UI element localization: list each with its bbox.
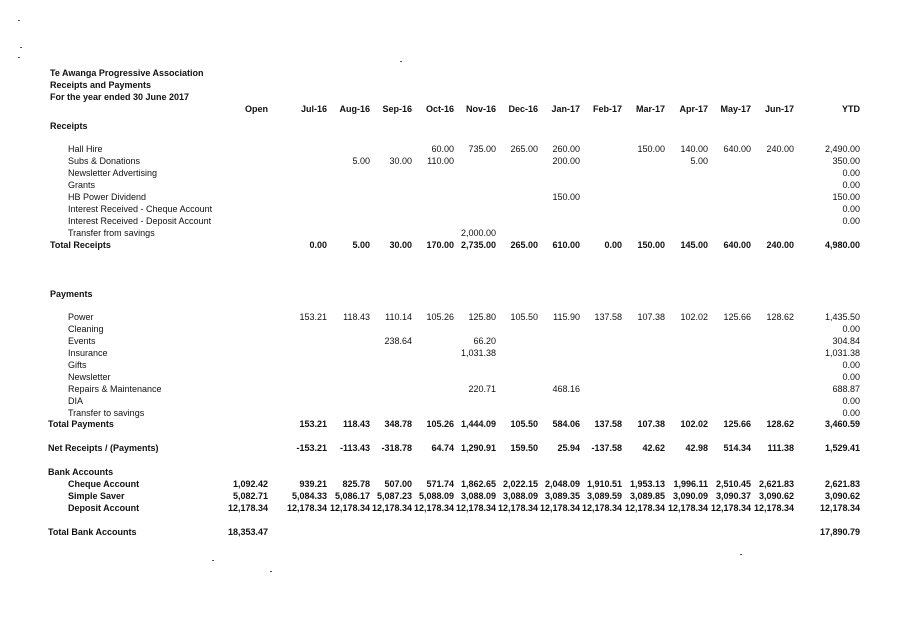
- receipt-row-cell: 265.00: [510, 144, 538, 154]
- column-header: Apr-17: [679, 104, 708, 114]
- total-receipts-cell: 2,735.00: [460, 240, 496, 250]
- total-receipts-cell: 30.00: [389, 240, 412, 250]
- net-receipts-cell: 64.74: [431, 443, 454, 453]
- bank-row-cell: 3,088.09: [460, 491, 496, 501]
- payment-row-cell: 688.87: [832, 384, 860, 394]
- total-bank-accounts-cell: 18,353.47: [227, 527, 268, 537]
- payment-row-cell: 304.84: [832, 336, 860, 346]
- payment-row-cell: 115.90: [553, 312, 580, 322]
- bank-row-cell: 5,082.71: [232, 491, 268, 501]
- bank-row-cell: 12,178.34: [710, 503, 751, 513]
- payment-row-cell: 125.66: [723, 312, 751, 322]
- bank-row-cell: 5,088.09: [418, 491, 454, 501]
- receipt-row-cell: 200.00: [552, 156, 580, 166]
- total-payments-cell: 1,444.09: [460, 419, 496, 429]
- payment-row-cell: 118.43: [343, 312, 370, 322]
- payments-section-title: Payments: [50, 289, 93, 299]
- receipt-row-cell: 2,000.00: [460, 228, 496, 238]
- receipt-row-label: HB Power Dividend: [68, 192, 147, 202]
- receipt-row-cell: 150.00: [552, 192, 580, 202]
- column-header: Nov-16: [465, 104, 496, 114]
- org-name: Te Awanga Progressive Association: [50, 68, 204, 78]
- payment-row-cell: 220.71: [468, 384, 496, 394]
- total-receipts-cell: 265.00: [510, 240, 538, 250]
- payment-row-cell: 0.00: [842, 408, 860, 418]
- bank-row-cell: 3,090.62: [758, 491, 794, 501]
- total-receipts-cell: 610.00: [552, 240, 580, 250]
- bank-row-label: Deposit Account: [68, 503, 140, 513]
- receipt-row-label: Interest Received - Cheque Account: [68, 204, 213, 214]
- bank-row-cell: 571.74: [426, 479, 454, 489]
- bank-row-cell: 12,178.34: [371, 503, 412, 513]
- total-receipts-cell: 150.00: [637, 240, 665, 250]
- column-header: Jul-16: [300, 104, 327, 114]
- net-receipts-cell: 42.62: [642, 443, 665, 453]
- column-header: Mar-17: [635, 104, 665, 114]
- payment-row-cell: 0.00: [842, 360, 860, 370]
- receipt-row-label: Transfer from savings: [68, 228, 155, 238]
- payment-row-cell: 238.64: [384, 336, 412, 346]
- column-header: May-17: [720, 104, 751, 114]
- payment-row-cell: 468.16: [552, 384, 580, 394]
- bank-row-cell: 3,088.09: [502, 491, 538, 501]
- receipt-row-cell: 150.00: [637, 144, 665, 154]
- payment-row-cell: 1,031.38: [460, 348, 496, 358]
- total-receipts-cell: 145.00: [680, 240, 708, 250]
- payment-row-cell: 128.62: [766, 312, 794, 322]
- bank-row-cell: 12,178.34: [455, 503, 496, 513]
- payment-row-label: Power: [68, 312, 94, 322]
- receipts-section-title: Receipts: [50, 121, 88, 131]
- net-receipts-cell: 159.50: [510, 443, 538, 453]
- bank-row-cell: 3,090.09: [672, 491, 708, 501]
- bank-row-cell: 2,621.83: [758, 479, 794, 489]
- bank-row-cell: 3,090.62: [824, 491, 860, 501]
- total-bank-accounts-cell: 17,890.79: [819, 527, 860, 537]
- net-receipts-cell: 1,290.91: [460, 443, 496, 453]
- total-receipts-label: Total Receipts: [50, 240, 111, 250]
- receipt-row-cell: 5.00: [690, 156, 708, 166]
- payment-row-cell: 125.80: [468, 312, 496, 322]
- bank-row-cell: 12,178.34: [667, 503, 708, 513]
- bank-row-cell: 1,996.11: [673, 479, 708, 489]
- receipt-row-cell: 735.00: [468, 144, 496, 154]
- bank-row-cell: 2,022.15: [502, 479, 538, 489]
- total-payments-cell: 584.06: [552, 419, 580, 429]
- bank-row-cell: 12,178.34: [539, 503, 580, 513]
- receipt-row-cell: 0.00: [842, 216, 860, 226]
- payment-row-cell: 110.14: [385, 312, 412, 322]
- column-header: Feb-17: [592, 104, 622, 114]
- bank-row-cell: 12,178.34: [329, 503, 370, 513]
- total-payments-cell: 105.50: [510, 419, 538, 429]
- payment-row-cell: 102.02: [680, 312, 708, 322]
- payment-row-label: Cleaning: [68, 324, 104, 334]
- receipt-row-cell: 140.00: [680, 144, 708, 154]
- payment-row-cell: 1,435.50: [824, 312, 860, 322]
- payment-row-cell: 107.38: [637, 312, 665, 322]
- total-payments-cell: 3,460.59: [824, 419, 860, 429]
- receipt-row-cell: 110.00: [427, 156, 454, 166]
- receipt-row-cell: 260.00: [552, 144, 580, 154]
- receipt-row-cell: 240.00: [766, 144, 794, 154]
- total-payments-cell: 118.43: [342, 419, 370, 429]
- bank-row-cell: 2,048.09: [544, 479, 580, 489]
- payment-row-cell: 0.00: [842, 372, 860, 382]
- total-receipts-cell: 4,980.00: [824, 240, 860, 250]
- receipt-row-cell: 60.00: [431, 144, 454, 154]
- bank-row-cell: 3,090.37: [715, 491, 751, 501]
- payment-row-cell: 0.00: [842, 324, 860, 334]
- bank-row-cell: 2,510.45: [715, 479, 751, 489]
- bank-row-cell: 3,089.85: [629, 491, 665, 501]
- bank-row-cell: 3,089.59: [586, 491, 622, 501]
- total-receipts-cell: 170.00: [426, 240, 454, 250]
- receipt-row-label: Hall Hire: [68, 144, 103, 154]
- net-receipts-cell: -113.43: [339, 443, 370, 453]
- receipt-row-label: Interest Received - Deposit Account: [68, 216, 212, 226]
- receipt-row-cell: 150.00: [832, 192, 860, 202]
- receipt-row-cell: 30.00: [389, 156, 412, 166]
- column-header: Jun-17: [764, 104, 794, 114]
- bank-row-cell: 1,953.13: [629, 479, 665, 489]
- column-header: Sep-16: [382, 104, 412, 114]
- total-payments-cell: 102.02: [680, 419, 708, 429]
- payment-row-cell: 153.21: [299, 312, 327, 322]
- total-receipts-cell: 0.00: [604, 240, 622, 250]
- net-receipts-cell: 42.98: [685, 443, 708, 453]
- payment-row-cell: 105.50: [510, 312, 538, 322]
- net-receipts-cell: 111.38: [767, 443, 794, 453]
- bank-row-cell: 5,084.33: [291, 491, 327, 501]
- total-payments-cell: 107.38: [637, 419, 665, 429]
- bank-row-cell: 939.21: [299, 479, 327, 489]
- receipt-row-cell: 0.00: [842, 168, 860, 178]
- net-receipts-cell: -137.58: [591, 443, 622, 453]
- total-receipts-cell: 640.00: [723, 240, 751, 250]
- bank-row-cell: 5,087.23: [376, 491, 412, 501]
- receipt-row-cell: 0.00: [842, 180, 860, 190]
- receipt-row-label: Subs & Donations: [68, 156, 141, 166]
- payment-row-cell: 137.58: [594, 312, 622, 322]
- total-receipts-cell: 0.00: [309, 240, 327, 250]
- bank-row-cell: 1,910.51: [586, 479, 622, 489]
- payment-row-label: Newsletter: [68, 372, 111, 382]
- payment-row-label: Events: [68, 336, 96, 346]
- net-receipts-cell: -153.21: [296, 443, 327, 453]
- bank-row-cell: 507.00: [384, 479, 412, 489]
- column-header: Aug-16: [339, 104, 370, 114]
- bank-row-label: Cheque Account: [68, 479, 140, 489]
- bank-section-title: Bank Accounts: [48, 467, 114, 477]
- total-receipts-cell: 240.00: [766, 240, 794, 250]
- total-bank-accounts-label: Total Bank Accounts: [48, 527, 137, 537]
- bank-row-cell: 12,178.34: [624, 503, 665, 513]
- bank-row-cell: 825.78: [342, 479, 370, 489]
- payment-row-label: Repairs & Maintenance: [68, 384, 162, 394]
- total-payments-cell: 105.26: [426, 419, 454, 429]
- bank-row-cell: 12,178.34: [497, 503, 538, 513]
- report-period: For the year ended 30 June 2017: [50, 92, 190, 102]
- bank-row-cell: 1,092.42: [232, 479, 268, 489]
- bank-row-cell: 12,178.34: [286, 503, 327, 513]
- net-receipts-cell: 25.94: [557, 443, 580, 453]
- total-payments-label: Total Payments: [48, 419, 114, 429]
- payment-row-cell: 0.00: [842, 396, 860, 406]
- total-payments-cell: 137.58: [594, 419, 622, 429]
- bank-row-cell: 12,178.34: [819, 503, 860, 513]
- total-payments-cell: 128.62: [766, 419, 794, 429]
- total-payments-cell: 348.78: [384, 419, 412, 429]
- receipt-row-cell: 5.00: [352, 156, 370, 166]
- bank-row-cell: 12,178.34: [581, 503, 622, 513]
- bank-row-cell: 12,178.34: [227, 503, 268, 513]
- payment-row-cell: 1,031.38: [824, 348, 860, 358]
- payment-row-cell: 66.20: [473, 336, 496, 346]
- receipt-row-label: Grants: [68, 180, 96, 190]
- total-receipts-cell: 5.00: [352, 240, 370, 250]
- net-receipts-label: Net Receipts / (Payments): [48, 443, 159, 453]
- net-receipts-cell: 1,529.41: [824, 443, 860, 453]
- column-header: Jan-17: [551, 104, 580, 114]
- payment-row-cell: 105.26: [426, 312, 454, 322]
- bank-row-cell: 5,086.17: [334, 491, 370, 501]
- bank-row-cell: 1,862.65: [460, 479, 496, 489]
- bank-row-cell: 2,621.83: [824, 479, 860, 489]
- receipt-row-cell: 0.00: [842, 204, 860, 214]
- receipt-row-label: Newsletter Advertising: [68, 168, 158, 178]
- report-title: Receipts and Payments: [50, 80, 152, 90]
- bank-row-cell: 12,178.34: [753, 503, 794, 513]
- bank-row-cell: 12,178.34: [413, 503, 454, 513]
- payment-row-label: Gifts: [68, 360, 87, 370]
- net-receipts-cell: 514.34: [723, 443, 751, 453]
- payment-row-label: Transfer to savings: [68, 408, 145, 418]
- receipt-row-cell: 2,490.00: [824, 144, 860, 154]
- receipt-row-cell: 350.00: [832, 156, 860, 166]
- total-payments-cell: 125.66: [723, 419, 751, 429]
- column-header: YTD: [842, 104, 860, 114]
- column-header: Dec-16: [508, 104, 538, 114]
- column-header: Oct-16: [425, 104, 454, 114]
- net-receipts-cell: -318.78: [381, 443, 412, 453]
- column-header: Open: [244, 104, 268, 114]
- total-payments-cell: 153.21: [299, 419, 327, 429]
- payment-row-label: Insurance: [68, 348, 108, 358]
- receipt-row-cell: 640.00: [723, 144, 751, 154]
- payment-row-label: DIA: [68, 396, 84, 406]
- bank-row-cell: 3,089.35: [544, 491, 580, 501]
- bank-row-label: Simple Saver: [68, 491, 125, 501]
